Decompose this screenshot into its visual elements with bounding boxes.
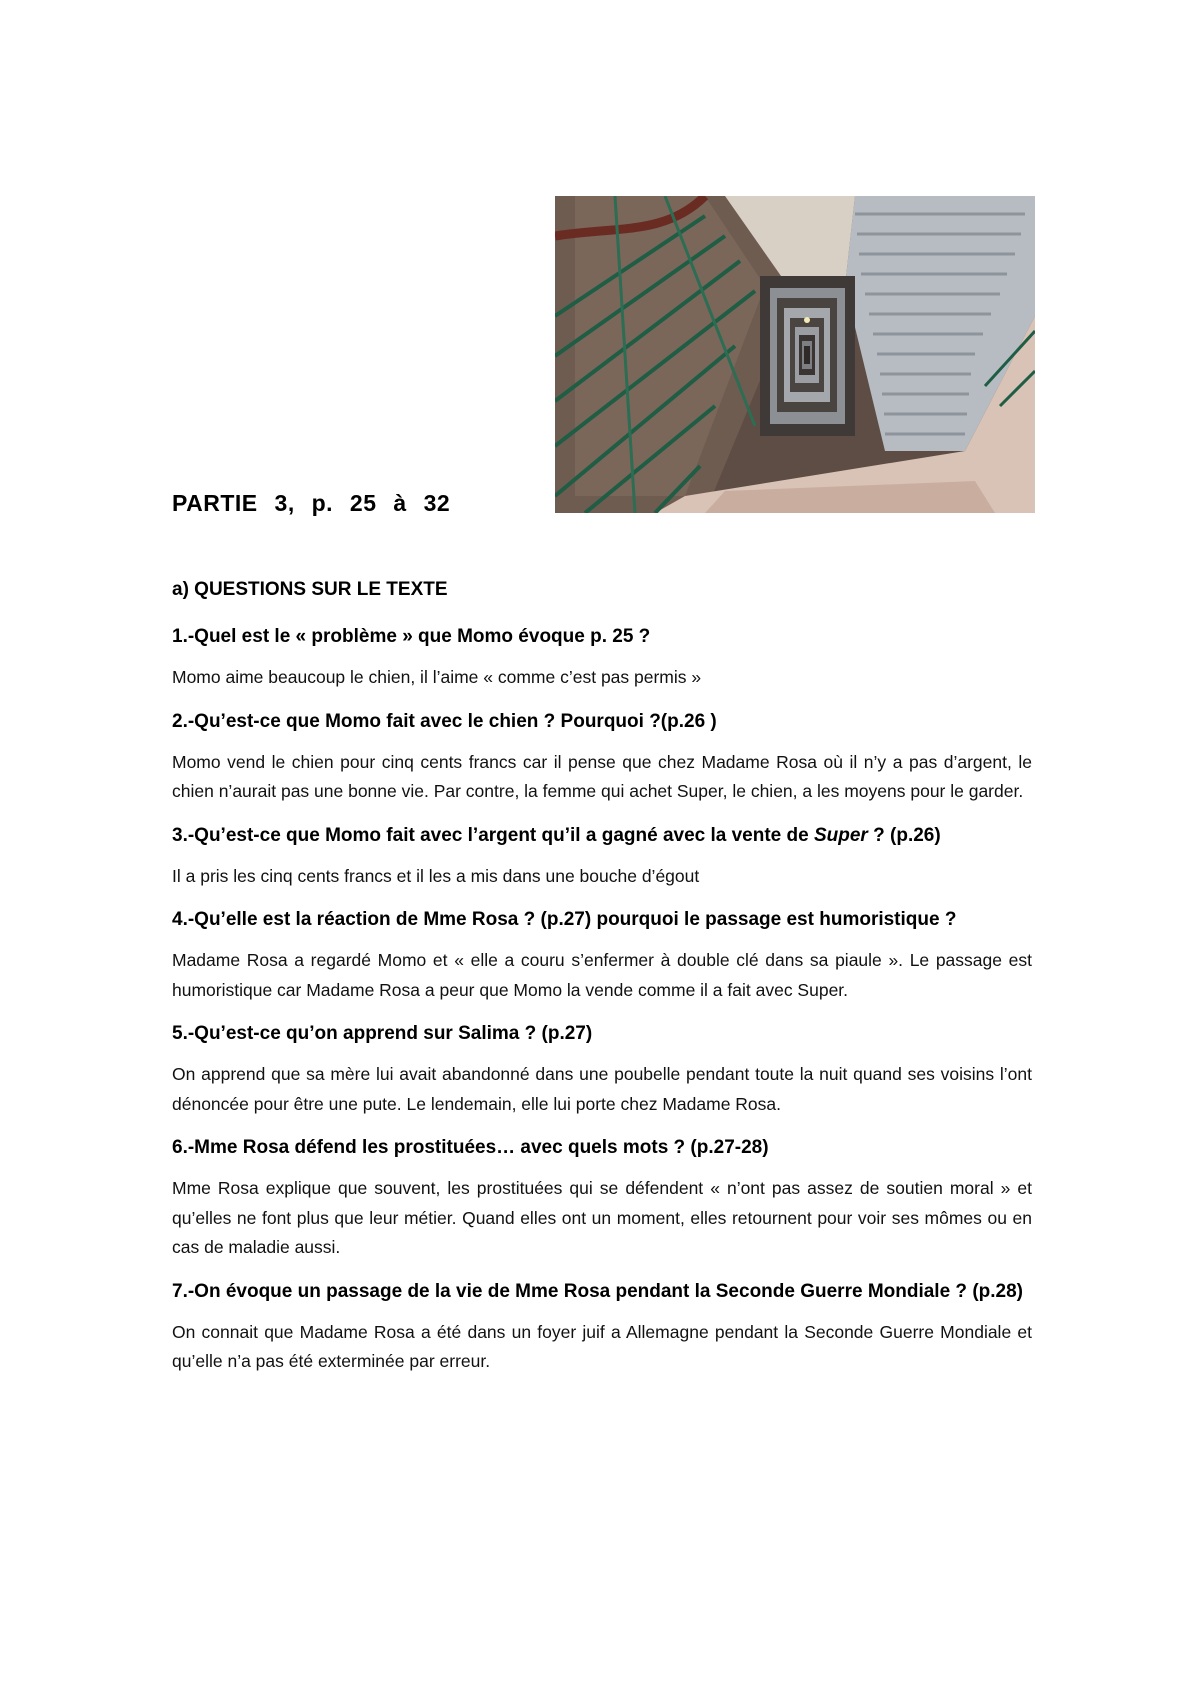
question-3-end: ? (p.26) [867, 824, 941, 846]
answer-5: On apprend que sa mère lui avait abandonné dans une poubelle pendant toute la nuit quand ses voisins l’ont dénoncée pour être une pute. Le lendemain, elle lui porte chez Madame Rosa. [172, 1064, 1032, 1114]
answer-7: On connait que Madame Rosa a été dans un foyer juif a Allemagne pendant la Seconde Guerre Mondiale et qu’elle n’a pas été exterminée par erreur. [172, 1321, 1032, 1371]
answer-1: Momo aime beaucoup le chien, il l’aime « comme c’est pas permis » [172, 667, 702, 687]
answer-6: Mme Rosa explique que souvent, les prostituées qui se défendent « n’ont pas assez de soutien moral » et qu’elles ne font plus que leur métier. Quand elles ont un moment, elles retournent pour voir ses mômes ou en cas de maladie aussi. [172, 1178, 1032, 1257]
question-1: 1.-Quel est le « problème » que Momo évoque p. 25 ? [172, 626, 651, 647]
answer-2: Momo vend le chien pour cinq cents francs car il pense que chez Madame Rosa où il n’y a pas d’argent, le chien n’aurait pas une bonne vie. Par contre, la femme qui achet Super, le chien, a les moyens pour le garder. [172, 751, 1032, 801]
answer-4: Madame Rosa a regardé Momo et « elle a couru s’enfermer à double clé dans sa piaule ». Le passage est humoristique car Madame Rosa a peur que Momo la vende comme il a fait avec Super. [172, 950, 1032, 1000]
answer-3: Il a pris les cinq cents francs et il les a mis dans une bouche d’égout [172, 865, 700, 886]
stairwell-illustration [555, 196, 1035, 513]
question-3-italic: Super [813, 824, 868, 846]
question-2: 2.-Qu’est-ce que Momo fait avec le chien ? Pourquoi ?(p.26 ) [172, 710, 717, 732]
question-3-start: 3.-Qu’est-ce que Momo fait avec l’argent qu’il a gagné avec la vente de [172, 824, 814, 846]
question-5: 5.-Qu’est-ce qu’on apprend sur Salima ? (p.27) [172, 1023, 593, 1044]
page-title: PARTIE 3, p. 25 à 32 [172, 490, 451, 516]
questions-section [172, 578, 1032, 1391]
question-4: 4.-Qu’elle est la réaction de Mme Rosa ? (p.27) pourquoi le passage est humoristique ? [172, 909, 957, 930]
question-6: 6.-Mme Rosa défend les prostituées… avec quels mots ? (p.27-28) [172, 1137, 769, 1158]
question-3 [172, 821, 1032, 850]
question-7: 7.-On évoque un passage de la vie de Mme Rosa pendant la Seconde Guerre Mondiale ? (p.28) [172, 1280, 1023, 1302]
section-heading: a) QUESTIONS SUR LE TEXTE [172, 579, 448, 600]
stairwell-photo [555, 196, 1035, 513]
